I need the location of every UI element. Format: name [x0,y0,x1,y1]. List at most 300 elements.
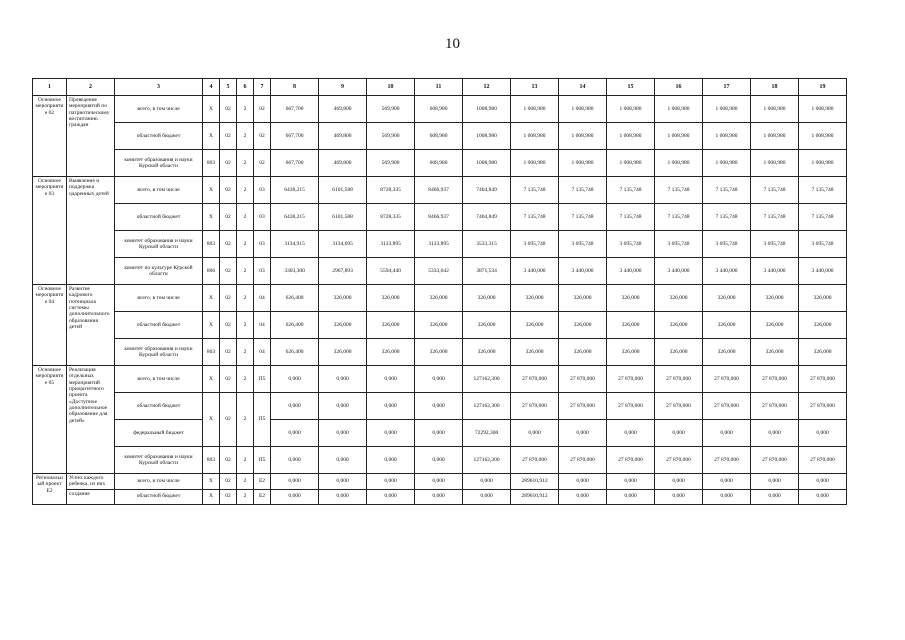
value-cell: 7 135,748 [559,204,607,231]
value-cell: 3 440,000 [511,258,559,285]
value-cell: 1 008,980 [607,123,655,150]
funding-source: областной бюджет [115,393,203,420]
value-cell: 7 135,748 [511,177,559,204]
value-cell: 326,000 [511,285,559,312]
cell-code-7: 04 [254,312,271,339]
cell-code-7: 03 [254,204,271,231]
header-row [33,79,847,96]
cell-code-7: П5 [254,447,271,474]
value-cell: 27 870,000 [703,393,751,420]
value-cell: 1 008,980 [559,150,607,177]
cell-code-6: 2 [237,150,254,177]
value-cell: 0,000 [271,366,319,393]
value-cell: 0,000 [271,393,319,420]
value-cell: 0,000 [271,447,319,474]
table-row [33,204,847,231]
cell-code-6: 2 [237,474,254,490]
value-cell: 469,800 [319,96,367,123]
cell-code-4: 803 [203,447,220,474]
value-cell: 1 008,980 [703,150,751,177]
cell-code-5: 02 [220,312,237,339]
value-cell: 0,000 [607,420,655,447]
value-cell: 127162,300 [463,447,511,474]
value-cell: 1 008,980 [511,150,559,177]
table-row [33,312,847,339]
funding-source: комитет образования и науки Курской области [115,150,203,177]
cell-code-5: 02 [220,285,237,312]
value-cell: 0,000 [703,474,751,490]
funding-source: областной бюджет [115,312,203,339]
value-cell: 0,000 [799,420,847,447]
value-cell: 27 870,000 [751,447,799,474]
value-cell: 667,700 [271,150,319,177]
cell-code-5: 02 [220,258,237,285]
cell-code-7: Е2 [254,474,271,490]
value-cell: 326,000 [511,312,559,339]
cell-code-5: 02 [220,339,237,366]
value-cell: 0,000 [319,474,367,490]
table-row [33,420,847,447]
value-cell: 3303,300 [271,258,319,285]
value-cell: 1 008,980 [799,96,847,123]
value-cell: 326,000 [415,339,463,366]
funding-source: областной бюджет [115,489,203,504]
cell-code-7: 04 [254,285,271,312]
value-cell: 326,000 [655,312,703,339]
event-name: Основное мероприятие 03 [33,177,67,285]
value-cell: 27 870,000 [607,393,655,420]
cell-code-6: 2 [237,231,254,258]
value-cell: 7 135,748 [751,204,799,231]
value-cell: 0,000 [271,420,319,447]
funding-source: комитет образования и науки Курской области [115,339,203,366]
value-cell: 0,000 [319,366,367,393]
value-cell: 3134,695 [319,231,367,258]
table-row [33,366,847,393]
value-cell: 0,000 [655,420,703,447]
cell-code-7: 03 [254,258,271,285]
value-cell: 6438,215 [271,177,319,204]
value-cell: 5594,440 [367,258,415,285]
value-cell: 8728,335 [367,204,415,231]
cell-code-4: X [203,123,220,150]
value-cell: 7 135,748 [751,177,799,204]
value-cell: 8466,937 [415,177,463,204]
value-cell: 569,900 [367,123,415,150]
cell-code-4: X [203,366,220,393]
value-cell: 27 870,000 [751,366,799,393]
value-cell: 0,000 [367,447,415,474]
value-cell: 326,000 [655,339,703,366]
cell-code-4: 803 [203,150,220,177]
value-cell: 326,000 [655,285,703,312]
value-cell: 27 870,000 [703,447,751,474]
value-cell: 326,000 [415,285,463,312]
value-cell: 1 008,980 [703,96,751,123]
value-cell: 326,000 [799,285,847,312]
value-cell: 608,980 [415,96,463,123]
value-cell: 8728,335 [367,177,415,204]
cell-code-4: X [203,177,220,204]
value-cell: 326,000 [559,285,607,312]
value-cell: 326,000 [463,339,511,366]
value-cell: 0,000 [367,489,415,504]
value-cell: 326,000 [367,285,415,312]
value-cell: 0,000 [751,420,799,447]
cell-code-7: П5 [254,393,271,447]
value-cell: 0,000 [367,393,415,420]
cell-code-5: 02 [220,474,237,490]
value-cell: 1 008,980 [655,96,703,123]
value-cell: 3871,534 [463,258,511,285]
value-cell: 7 135,748 [511,204,559,231]
cell-code-7: 03 [254,231,271,258]
funding-source: комитет образования и науки Курской области [115,447,203,474]
table-body [33,96,847,505]
value-cell: 27 870,000 [607,366,655,393]
value-cell: 0,000 [559,489,607,504]
table-row [33,150,847,177]
value-cell: 1008,980 [463,150,511,177]
value-cell: 7 135,748 [655,204,703,231]
value-cell: 3 695,748 [703,231,751,258]
funding-source: областной бюджет [115,204,203,231]
cell-code-6: 2 [237,204,254,231]
cell-code-4: 803 [203,231,220,258]
value-cell: 0,000 [799,474,847,490]
value-cell: 0,000 [319,420,367,447]
event-name: Основное мероприятие 05 [33,366,67,474]
value-cell: 72292,300 [463,420,511,447]
value-cell: 0,000 [463,474,511,490]
table-row [33,339,847,366]
value-cell: 1 008,980 [559,96,607,123]
cell-code-4: X [203,393,220,447]
value-cell: 626,400 [271,285,319,312]
value-cell: 326,000 [319,312,367,339]
value-cell: 7 135,748 [799,177,847,204]
value-cell: 127162,300 [463,366,511,393]
value-cell: 27 870,000 [655,366,703,393]
event-description: Развитие кадрового потенциала системы дополнительного образования детей [67,285,115,366]
funding-source: комитет по культуре Курской области [115,258,203,285]
value-cell: 27 870,000 [703,366,751,393]
value-cell: 0,000 [367,420,415,447]
funding-source: всего, в том числе [115,366,203,393]
column-header: 5 [220,79,237,96]
column-header: 8 [271,79,319,96]
column-header: 2 [67,79,115,96]
table-row [33,96,847,123]
cell-code-4: X [203,489,220,504]
value-cell: 1008,980 [463,96,511,123]
funding-source: областной бюджет [115,123,203,150]
column-header: 11 [415,79,463,96]
value-cell: 1 008,980 [655,150,703,177]
value-cell: 8466,937 [415,204,463,231]
value-cell: 0,000 [607,489,655,504]
value-cell: 0,000 [319,447,367,474]
event-name: Региональный проект Е2 [33,474,67,505]
value-cell: 1 008,980 [511,123,559,150]
value-cell: 7 135,748 [607,204,655,231]
value-cell: 6101,588 [319,177,367,204]
funding-source: всего, в том числе [115,177,203,204]
cell-code-7: 02 [254,150,271,177]
value-cell: 326,000 [319,339,367,366]
value-cell: 326,000 [607,312,655,339]
value-cell: 3 695,748 [607,231,655,258]
value-cell: 0,000 [271,474,319,490]
value-cell: 0,000 [559,420,607,447]
value-cell: 7404,849 [463,177,511,204]
funding-source: комитет образования и науки Курской области [115,231,203,258]
value-cell: 3 440,000 [703,258,751,285]
value-cell: 608,980 [415,123,463,150]
cell-code-7: 03 [254,177,271,204]
value-cell: 326,000 [367,339,415,366]
value-cell: 289610,912 [511,489,559,504]
column-header: 9 [319,79,367,96]
table-row [33,258,847,285]
cell-code-4: X [203,204,220,231]
cell-code-6: 2 [237,447,254,474]
table-row [33,489,847,504]
value-cell: 27 870,000 [799,393,847,420]
value-cell: 326,000 [751,339,799,366]
value-cell: 326,000 [703,312,751,339]
event-description: Реализация отдельных мероприятий приоритетного проекта «Доступное дополнительное образование для детей» [67,366,115,474]
column-header: 4 [203,79,220,96]
cell-code-5: 02 [220,177,237,204]
value-cell: 326,000 [559,312,607,339]
value-cell: 0,000 [703,489,751,504]
value-cell: 1 008,980 [559,123,607,150]
value-cell: 7 135,748 [559,177,607,204]
funding-source: всего, в том числе [115,474,203,490]
cell-code-6: 2 [237,393,254,447]
funding-source: федеральный бюджет [115,420,203,447]
cell-code-6: 2 [237,96,254,123]
cell-code-6: 2 [237,285,254,312]
value-cell: 27 870,000 [511,393,559,420]
column-header: 6 [237,79,254,96]
value-cell: 1 008,980 [703,123,751,150]
value-cell: 3133,895 [367,231,415,258]
value-cell: 0,000 [703,420,751,447]
value-cell: 0,000 [655,489,703,504]
column-header: 13 [511,79,559,96]
value-cell: 7 135,748 [607,177,655,204]
value-cell: 326,000 [511,339,559,366]
value-cell: 3133,895 [415,231,463,258]
value-cell: 27 870,000 [607,447,655,474]
value-cell: 1 008,980 [799,150,847,177]
cell-code-5: 02 [220,489,237,504]
cell-code-4: X [203,285,220,312]
page-number: 10 [445,36,460,52]
cell-code-5: 02 [220,204,237,231]
column-header: 15 [607,79,655,96]
value-cell: 326,000 [367,312,415,339]
value-cell: 1 008,980 [511,96,559,123]
value-cell: 326,000 [607,339,655,366]
value-cell: 0,000 [607,474,655,490]
value-cell: 0,000 [415,366,463,393]
column-header: 10 [367,79,415,96]
value-cell: 27 870,000 [799,447,847,474]
value-cell: 326,000 [319,285,367,312]
value-cell: 289610,912 [511,474,559,490]
funding-source: всего, в том числе [115,285,203,312]
cell-code-4: X [203,474,220,490]
value-cell: 5333,042 [415,258,463,285]
column-header: 14 [559,79,607,96]
cell-code-7: 02 [254,96,271,123]
value-cell: 0,000 [367,474,415,490]
table-row [33,177,847,204]
event-name: Основное мероприятие 02 [33,96,67,177]
cell-code-5: 02 [220,96,237,123]
value-cell: 326,000 [415,312,463,339]
value-cell: 3 695,748 [511,231,559,258]
cell-code-6: 2 [237,339,254,366]
value-cell: 0,000 [319,393,367,420]
cell-code-5: 02 [220,123,237,150]
value-cell: 326,000 [799,339,847,366]
value-cell: 667,700 [271,96,319,123]
value-cell: 1 008,980 [751,150,799,177]
value-cell: 1 008,980 [799,123,847,150]
value-cell: 3 440,000 [607,258,655,285]
column-header: 12 [463,79,511,96]
value-cell: 0,000 [511,420,559,447]
value-cell: 0,000 [415,393,463,420]
cell-code-6: 2 [237,366,254,393]
column-header: 17 [703,79,751,96]
column-header: 1 [33,79,67,96]
value-cell: 326,000 [463,285,511,312]
column-header: 7 [254,79,271,96]
event-description: Выявление и поддержка одаренных детей [67,177,115,285]
cell-code-6: 2 [237,312,254,339]
funding-source: всего, в том числе [115,96,203,123]
value-cell: 0,000 [463,489,511,504]
value-cell: 7 135,748 [655,177,703,204]
cell-code-4: 806 [203,258,220,285]
value-cell: 1 008,980 [607,96,655,123]
value-cell: 626,400 [271,339,319,366]
cell-code-7: Е2 [254,489,271,504]
value-cell: 3 440,000 [751,258,799,285]
column-header: 16 [655,79,703,96]
value-cell: 27 870,000 [559,393,607,420]
value-cell: 0,000 [415,420,463,447]
value-cell: 7 135,748 [703,177,751,204]
value-cell: 469,800 [319,150,367,177]
cell-code-7: П5 [254,366,271,393]
value-cell: 1 008,980 [751,96,799,123]
value-cell: 326,000 [463,312,511,339]
cell-code-7: 04 [254,339,271,366]
value-cell: 608,980 [415,150,463,177]
cell-code-5: 02 [220,447,237,474]
event-description: Успех каждого ребенка, из них [67,474,115,490]
value-cell: 27 870,000 [751,393,799,420]
value-cell: 1 008,980 [751,123,799,150]
value-cell: 27 870,000 [559,366,607,393]
value-cell: 27 870,000 [655,393,703,420]
value-cell: 326,000 [799,312,847,339]
value-cell: 326,000 [751,285,799,312]
value-cell: 6101,588 [319,204,367,231]
value-cell: 326,000 [703,285,751,312]
cell-code-6: 2 [237,123,254,150]
value-cell: 0,000 [367,366,415,393]
budget-table [32,78,847,505]
value-cell: 3 440,000 [559,258,607,285]
value-cell: 7 135,748 [703,204,751,231]
column-header: 19 [799,79,847,96]
value-cell: 27 870,000 [799,366,847,393]
value-cell: 127162,300 [463,393,511,420]
value-cell: 3 695,748 [655,231,703,258]
cell-code-7: 02 [254,123,271,150]
value-cell: 626,400 [271,312,319,339]
value-cell: 667,700 [271,123,319,150]
value-cell: 6438,215 [271,204,319,231]
value-cell: 0,000 [799,489,847,504]
value-cell: 7404,849 [463,204,511,231]
event-description: Проведение мероприятий по патриотическому воспитанию граждан [67,96,115,177]
value-cell: 3 695,748 [559,231,607,258]
value-cell: 3 695,748 [799,231,847,258]
value-cell: 2967,893 [319,258,367,285]
value-cell: 0,000 [655,474,703,490]
value-cell: 0,000 [751,474,799,490]
value-cell: 569,900 [367,150,415,177]
table-row [33,123,847,150]
value-cell: 27 870,000 [511,366,559,393]
value-cell: 0,000 [319,489,367,504]
table-row [33,474,847,490]
cell-code-4: X [203,312,220,339]
value-cell: 3 440,000 [799,258,847,285]
value-cell: 469,800 [319,123,367,150]
column-header: 3 [115,79,203,96]
value-cell: 27 870,000 [559,447,607,474]
event-description: создание [67,489,115,504]
value-cell: 3134,915 [271,231,319,258]
value-cell: 326,000 [703,339,751,366]
value-cell: 3533,315 [463,231,511,258]
table-row [33,231,847,258]
value-cell: 1 008,980 [607,150,655,177]
cell-code-4: X [203,96,220,123]
column-header: 18 [751,79,799,96]
cell-code-5: 02 [220,231,237,258]
value-cell: 326,000 [607,285,655,312]
value-cell: 1 008,980 [655,123,703,150]
value-cell: 326,000 [751,312,799,339]
value-cell: 0,000 [415,489,463,504]
value-cell: 3 440,000 [655,258,703,285]
cell-code-6: 2 [237,258,254,285]
value-cell: 569,900 [367,96,415,123]
value-cell: 0,000 [271,489,319,504]
value-cell: 0,000 [751,489,799,504]
value-cell: 326,000 [559,339,607,366]
